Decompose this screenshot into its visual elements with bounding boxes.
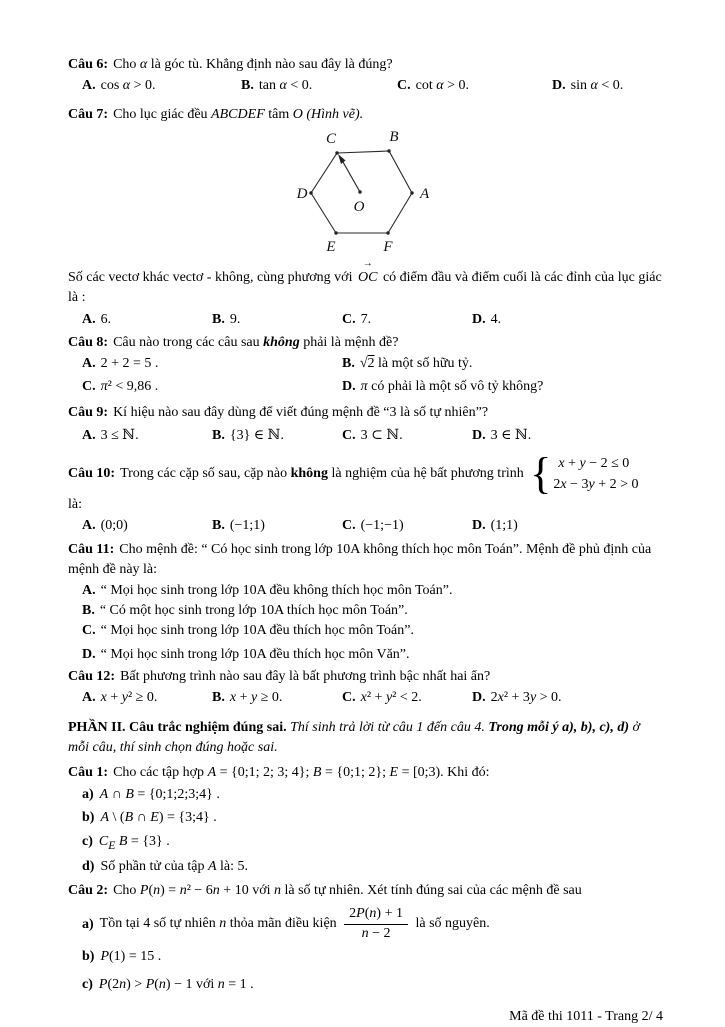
option-letter: C. [397, 78, 411, 94]
q7-option-d [472, 310, 663, 330]
option-letter: A. [82, 311, 96, 327]
option-value: “ Mọi học sinh trong lớp 10A đều thích học môn Toán”. [100, 623, 414, 639]
question-6-label: Câu 6: [68, 57, 109, 72]
q10-tail: là: [68, 496, 82, 512]
option-letter: A. [82, 517, 96, 533]
item-value: B = {3} . [118, 834, 170, 850]
question-8-stem [68, 333, 663, 353]
vertex-dot-b [387, 149, 390, 152]
option-value: “ Mọi học sinh trong lớp 10A đều không thích học môn Toán”. [100, 582, 453, 598]
question-9-stem [68, 403, 663, 423]
q10-option-a [82, 516, 212, 536]
question-9-options [68, 426, 663, 446]
question-12-label: Câu 12: [68, 668, 116, 684]
vertex-label-e: E [325, 238, 336, 255]
q8-option-a [82, 354, 342, 374]
q7-statement-post: có điểm đầu và điểm cuối là các đỉnh của lục giác là : [68, 270, 662, 306]
q8-option-c [82, 377, 342, 397]
question-8-label: Câu 8: [68, 335, 109, 351]
vertex-dot-c [335, 151, 338, 154]
vector-arrow-icon: → [362, 258, 373, 270]
set-definitions: A = {0;1; 2; 3; 4}; B = {0;1; 2}; E = [0;3) [207, 765, 441, 781]
p2q2-text-mid: với [248, 883, 274, 899]
item-key: a) [82, 787, 94, 803]
option-value: π² < 9,86 . [100, 378, 159, 394]
fraction-numerator: 2P(n) + 1 [344, 906, 408, 925]
vertex-dot-d [309, 191, 312, 194]
oc-arrow-line [343, 162, 360, 192]
hexagon-figure [290, 127, 442, 257]
center-label-o: O [353, 198, 364, 215]
q12-option-b [212, 688, 342, 708]
p2q2-text-post: là số tự nhiên. Xét tính đúng sai của các mệnh đề sau [281, 883, 582, 899]
q10-option-d [472, 516, 663, 536]
part-2-instructions-emphasis: Trong mỗi ý a), b), c), d) [488, 719, 629, 735]
page-footer: Mã đề thi 1011 - Trang 2/ 4 [509, 1008, 663, 1024]
alpha-symbol: α [139, 57, 148, 72]
option-letter: D. [472, 428, 486, 444]
vertex-label-c: C [325, 130, 336, 147]
item-text-post: là số nguyên. [411, 916, 490, 932]
question-7-options [68, 310, 663, 330]
item-text-pre: Số phần tử của tập [100, 858, 208, 874]
part-2-instructions-2: ở mỗi câu, thí sinh chọn đúng hoặc sai. [68, 719, 640, 755]
p2q1-text-pre: Cho các tập hợp [113, 765, 208, 781]
option-letter: C. [342, 311, 356, 327]
sqrt-expression [360, 356, 375, 371]
option-letter: D. [82, 646, 96, 662]
figure-container [68, 127, 663, 264]
p2q1-item-d [68, 857, 663, 877]
item-value: P(2n) > P(n) − 1 [98, 976, 193, 992]
option-value: 3 ∈ ℕ. [490, 428, 532, 444]
polynomial-formula: P(n) = n² − 6n + 10 [139, 883, 249, 899]
q12-text: Bất phương trình nào sau đây là bất phương trình bậc nhất hai ẩn? [120, 668, 491, 684]
option-letter: D. [552, 78, 566, 94]
center-name: O [292, 106, 303, 122]
variable-n: n [219, 916, 227, 932]
complement-subscript: E [108, 838, 116, 852]
vector-oc [357, 258, 378, 288]
item-key: c) [82, 976, 93, 992]
p2q1-item-b [68, 808, 663, 828]
option-value: 3 ⊂ ℕ. [360, 428, 403, 444]
q10-emphasis: không [290, 465, 328, 481]
option-letter: C. [342, 428, 356, 444]
system-lines [553, 453, 638, 495]
complement-symbol: C [98, 834, 109, 850]
item-key: b) [82, 949, 95, 965]
option-value: (−1;−1) [360, 517, 404, 533]
item-text-mid: thỏa mãn điều kiện [226, 916, 341, 932]
option-value: x² + y² < 2. [360, 690, 422, 706]
q6-option-b [241, 76, 397, 96]
option-letter: A. [82, 78, 96, 94]
q12-option-d [472, 688, 663, 708]
p2q2-item-a [68, 906, 663, 942]
q9-text: Kí hiệu nào sau đây dùng để viết đúng mệnh đề “3 là số tự nhiên”? [113, 404, 489, 420]
option-letter: C. [342, 690, 356, 706]
q10-option-b [212, 516, 342, 536]
item-value: A ∩ B = {0;1;2;3;4} . [99, 787, 220, 803]
vertex-label-b: B [388, 128, 399, 145]
question-10 [68, 448, 663, 537]
q11-option-c [68, 621, 663, 641]
option-value: cot α > 0. [415, 78, 469, 94]
q12-option-c [342, 688, 472, 708]
q12-option-a [82, 688, 212, 708]
q7-statement-pre: Số các vectơ khác vectơ - không, cùng phương với [68, 270, 356, 286]
vertex-label-a: A [419, 185, 429, 202]
inequality-system [530, 448, 639, 498]
item-key: d) [82, 858, 95, 874]
question-6-text-post: là góc tù. Khẳng định nào sau đây là đúng? [147, 57, 393, 72]
question-12-options [68, 688, 663, 708]
q8-emphasis: không [263, 335, 300, 351]
item-key: c) [82, 834, 93, 850]
p2q2-item-c [68, 975, 663, 995]
option-value: 7. [360, 311, 372, 327]
q10-option-c [342, 516, 472, 536]
question-10-label: Câu 10: [68, 465, 116, 481]
p2q1-stem [68, 763, 663, 783]
question-11 [68, 540, 663, 665]
sqrt-radicand: 2 [367, 356, 375, 372]
option-value: 2x² + 3y > 0. [490, 690, 562, 706]
question-9 [68, 403, 663, 447]
option-letter: B. [82, 603, 95, 619]
vertex-label-d: D [296, 185, 307, 202]
q11-option-b [68, 601, 663, 621]
part2-question-1 [68, 763, 663, 877]
item-key: b) [82, 809, 95, 825]
question-10-stem [68, 448, 663, 498]
q6-option-c [397, 76, 552, 96]
option-letter: B. [342, 356, 355, 372]
option-value: 9. [229, 311, 241, 327]
option-value: (−1;1) [229, 517, 265, 533]
p2q2-stem [68, 881, 663, 901]
item-condition: n = 1 . [217, 976, 254, 992]
q6-option-a [82, 76, 241, 96]
option-letter: A. [82, 356, 96, 372]
item-value: A \ (B ∩ E) = {3;4} . [100, 809, 217, 825]
sqrt-symbol: √ [359, 356, 368, 372]
fraction-denominator: n − 2 [361, 925, 391, 941]
question-6-options [68, 76, 663, 96]
option-value: x + y ≥ 0. [229, 690, 283, 706]
option-letter: D. [472, 311, 486, 327]
option-value: 2 + 2 = 5 . [100, 356, 159, 372]
question-12 [68, 667, 663, 709]
option-letter: D. [342, 378, 356, 394]
option-letter: A. [82, 582, 96, 598]
option-letter: A. [82, 690, 96, 706]
q8-option-b [342, 354, 663, 374]
system-brace: { [530, 448, 552, 498]
q7-option-b [212, 310, 342, 330]
p2q1-text-post: . Khi đó: [440, 765, 490, 781]
pi-symbol: π [360, 378, 368, 394]
part-2-heading [68, 718, 663, 759]
oc-arrow-head [338, 154, 346, 164]
q7-option-a [82, 310, 212, 330]
p2q1-label: Câu 1: [68, 765, 109, 781]
question-7-label: Câu 7: [68, 106, 109, 122]
option-letter: A. [82, 428, 96, 444]
vertex-dot-a [410, 191, 413, 194]
question-11-stem [68, 540, 663, 581]
q11-text: Cho mệnh đề: “ Có học sinh trong lớp 10A không thích học môn Toán”. Mệnh đề phủ định của mệnh đề này là: [68, 542, 652, 578]
q11-option-d [68, 645, 663, 665]
option-value: 4. [490, 311, 502, 327]
question-6-text-pre: Cho [113, 57, 140, 72]
p2q2-item-b [68, 947, 663, 967]
option-value: 6. [100, 311, 112, 327]
q8-option-d [342, 377, 663, 397]
item-text-pre: Tồn tại 4 số tự nhiên [99, 916, 220, 932]
question-7 [68, 105, 663, 330]
option-letter: D. [472, 517, 486, 533]
fraction [344, 906, 408, 942]
option-value: “ Có một học sinh trong lớp 10A thích học môn Toán”. [99, 603, 408, 619]
question-11-label: Câu 11: [68, 542, 115, 558]
variable-n: n [274, 883, 281, 899]
question-6 [68, 55, 663, 97]
center-dot-o [358, 190, 361, 193]
figure-reference: (Hình vẽ). [302, 106, 364, 122]
system-line-1: x + y − 2 ≤ 0 [558, 455, 630, 471]
q11-option-a [68, 581, 663, 601]
q9-option-c [342, 426, 472, 446]
option-value: sin α < 0. [570, 78, 624, 94]
option-value: tan α < 0. [258, 78, 313, 94]
q10-text-post: là nghiệm của hệ bất phương trình [327, 465, 528, 481]
q10-text-pre: Trong các cặp số sau, cặp nào [120, 465, 291, 481]
option-value: x + y² ≥ 0. [100, 690, 158, 706]
item-key: a) [82, 916, 94, 932]
question-10-options [68, 516, 663, 536]
q9-option-d [472, 426, 663, 446]
part-2-instructions-1: Thí sinh trả lời từ câu 1 đến câu 4. [286, 719, 489, 735]
item-text-post: là: 5. [216, 858, 249, 874]
option-value: {3} ∈ ℕ. [229, 428, 284, 444]
option-letter: B. [212, 690, 225, 706]
question-7-text-mid: tâm [264, 106, 293, 122]
hexagon-name: ABCDEF [211, 106, 265, 122]
option-letter: B. [212, 311, 225, 327]
q7-option-c [342, 310, 472, 330]
vertex-label-f: F [382, 238, 393, 255]
option-letter: B. [241, 78, 254, 94]
q6-option-d [552, 76, 663, 96]
option-letter: B. [212, 517, 225, 533]
p2q2-text-pre: Cho [113, 883, 140, 899]
question-8 [68, 333, 663, 397]
option-value: “ Mọi học sinh trong lớp 10A đều thích học môn Văn”. [100, 646, 410, 662]
p2q1-item-a [68, 785, 663, 805]
question-7-text-pre: Cho lục giác đều [113, 106, 212, 122]
q9-option-b [212, 426, 342, 446]
item-text-mid: với [192, 976, 218, 992]
q9-option-a [82, 426, 212, 446]
question-12-stem [68, 667, 663, 687]
part-2-title: PHẦN II. Câu trắc nghiệm đúng sai. [68, 719, 287, 735]
option-value: (0;0) [100, 517, 128, 533]
question-7-statement [68, 258, 663, 309]
option-text: có phải là một số vô tỷ không? [367, 378, 544, 394]
option-value: (1;1) [490, 517, 518, 533]
question-6-stem [68, 55, 663, 75]
q8-text-pre: Câu nào trong các câu sau [113, 335, 264, 351]
vector-name: OC [357, 270, 378, 286]
option-value: cos α > 0. [100, 78, 156, 94]
part2-question-2 [68, 881, 663, 995]
option-text: là một số hữu tỷ. [374, 356, 473, 372]
option-letter: C. [82, 623, 96, 639]
option-value: 3 ≤ ℕ. [100, 428, 139, 444]
p2q1-item-c [68, 832, 663, 855]
question-9-label: Câu 9: [68, 404, 109, 420]
vertex-dot-f [386, 231, 389, 234]
option-letter: B. [212, 428, 225, 444]
question-7-stem [68, 105, 663, 125]
question-8-options [68, 354, 663, 397]
set-name: A [207, 858, 217, 874]
system-line-2: 2x − 3y + 2 > 0 [553, 476, 639, 492]
p2q2-label: Câu 2: [68, 883, 109, 899]
option-letter: C. [342, 517, 356, 533]
option-letter: C. [82, 378, 96, 394]
option-letter: D. [472, 690, 486, 706]
vertex-dot-e [334, 231, 337, 234]
item-value: P(1) = 15 . [100, 949, 162, 965]
q8-text-post: phải là mệnh đề? [299, 335, 399, 351]
